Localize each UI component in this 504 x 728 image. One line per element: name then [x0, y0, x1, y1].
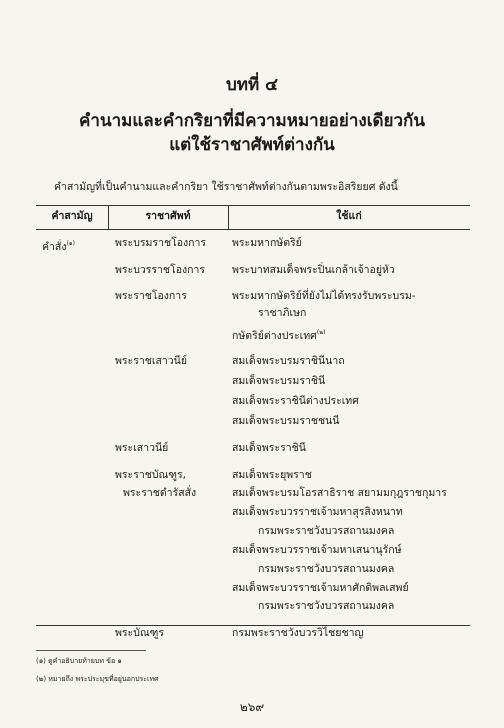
usage-text: พระมหากษัตริย์ที่ยังไม่ได้ทรงรับพระบรม- — [232, 290, 416, 302]
usage-text: กรมพระราชวังบวรวิไชยชาญ — [232, 627, 364, 639]
usage-text: สมเด็จพระบรมโอรสาธิราช สยามมกุฎราชกุมาร — [232, 487, 447, 499]
footnote-ref: (๑) — [66, 240, 75, 247]
common-word-cell — [42, 236, 75, 255]
royal-word: พระบัณฑูร — [115, 627, 164, 639]
usage-text: สมเด็จพระบรมราชชนนี — [232, 415, 340, 427]
footnote-text: ดูคำอธิบายท้ายบท ข้อ ๑ — [48, 657, 122, 665]
royal-word: พระเสาวนีย์ — [115, 442, 169, 454]
usage-text: ราชาภิเษก — [258, 307, 307, 319]
usage-text: พระมหากษัตริย์ — [232, 237, 302, 249]
royal-word: พระบวรราชโองการ — [115, 264, 206, 276]
royal-word: พระราชบัณฑูร, — [115, 469, 186, 481]
usage-text: กรมพระราชวังบวรสถานมงคล — [258, 525, 395, 537]
common-word: คำสั่ง — [42, 241, 67, 253]
usage-text-with-note — [232, 325, 326, 344]
column-header-royal-word: ราชาศัพท์ — [145, 210, 191, 222]
footnote-text: หมายถึง พระประมุขที่อยู่นอกประเทศ — [48, 675, 159, 683]
column-header-common-word: คำสามัญ — [51, 210, 93, 222]
page-number: ๒๖๙ — [239, 700, 265, 714]
usage-text: สมเด็จพระบวรราชเจ้ามหาศักดิพลเสพย์ — [232, 582, 409, 594]
usage-text: กรมพระราชวังบวรสถานมงคล — [258, 600, 395, 612]
footnote-mark: (๑) — [36, 657, 46, 665]
intro-paragraph: คำสามัญที่เป็นคำนามและคำกริยา ใช้ราชาศัพท์ต่างกันตามพระอิสริยยศ ดังนี้ — [54, 181, 398, 193]
table-top-rule — [36, 205, 470, 206]
footnote-mark: (๒) — [36, 675, 47, 683]
footnote — [36, 656, 122, 666]
chapter-number: บทที่ ๔ — [226, 75, 278, 95]
usage-text: สมเด็จพระบรมราชินีนาถ — [232, 355, 345, 367]
usage-text: พระบาทสมเด็จพระปิ่นเกล้าเจ้าอยู่หัว — [232, 264, 395, 276]
column-header-used-for: ใช้แก่ — [336, 210, 362, 222]
chapter-title-line-2: แต่ใช้ราชาศัพท์ต่างกัน — [169, 135, 335, 155]
usage-text: สมเด็จพระราชินีต่างประเทศ — [232, 395, 359, 407]
royal-word: พระราชโองการ — [115, 290, 187, 302]
chapter-title-line-1: คำนามและคำกริยาที่มีความหมายอย่างเดียวกัน — [79, 111, 425, 131]
usage-text: สมเด็จพระยุพราช — [232, 469, 312, 481]
royal-word: พระราชดำรัสสั่ง — [123, 487, 197, 499]
usage-text: สมเด็จพระบวรราชเจ้ามหาเสนานุรักษ์ — [232, 544, 402, 556]
usage-text: กษัตริย์ต่างประเทศ — [232, 330, 317, 342]
footnote-rule — [36, 650, 146, 651]
footnote — [36, 674, 159, 684]
footnote-ref: (๒) — [316, 329, 326, 336]
royal-word: พระบรมราชโองการ — [115, 237, 207, 249]
usage-text: สมเด็จพระราชินี — [232, 442, 306, 454]
table-header-rule — [36, 229, 470, 230]
usage-text: สมเด็จพระบวรราชเจ้ามหาสุรสิงหนาท — [232, 506, 403, 518]
royal-word: พระราชเสาวนีย์ — [115, 355, 187, 367]
usage-text: กรมพระราชวังบวรสถานมงคล — [258, 563, 395, 575]
usage-text: สมเด็จพระบรมราชินี — [232, 375, 326, 387]
